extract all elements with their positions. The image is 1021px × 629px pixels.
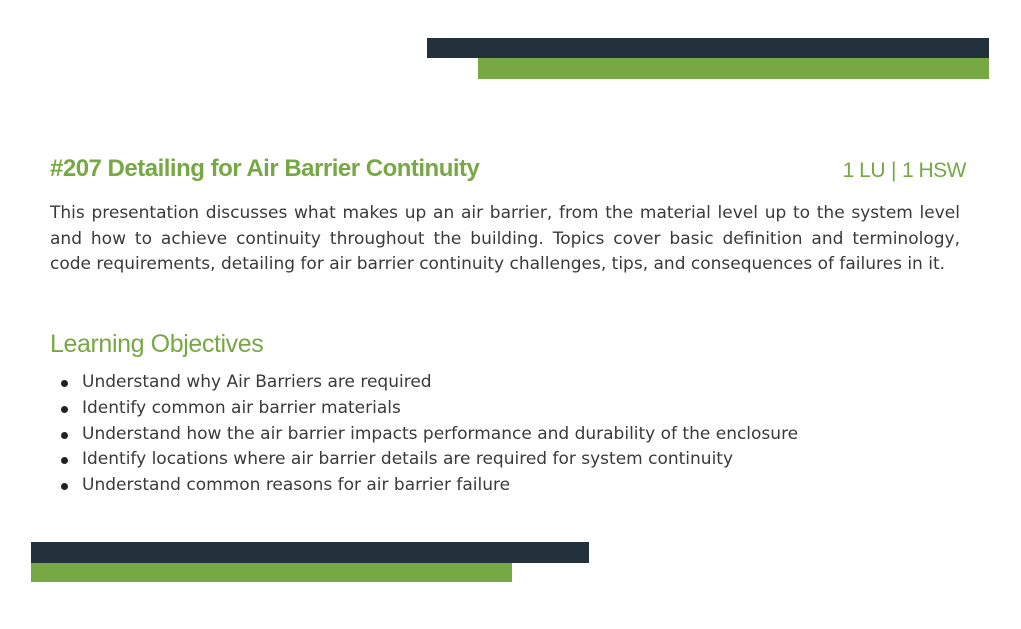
objective-item: Identify locations where air barrier details are required for system continuity [82,447,798,473]
top-green-accent-bar [478,58,989,79]
top-dark-accent-bar [427,38,989,58]
learning-objectives-list [82,370,798,499]
course-description: This presentation discusses what makes up an air barrier, from the material level up to the system level and how to achieve continuity throughout the building. Topics cover basic definition and terminology, code requirements, detailing for air barrier continuity challenges, tips, and consequences of failures in it. [50,203,960,275]
objective-item: Identify common air barrier materials [82,396,798,422]
credit-separator: | [891,159,896,182]
bottom-dark-accent-bar [31,542,589,563]
bottom-green-accent-bar [31,563,512,582]
course-credits [843,159,966,183]
learning-objectives-heading: Learning Objectives [50,330,264,358]
objective-item: Understand common reasons for air barrier failure [82,473,798,499]
course-title: #207 Detailing for Air Barrier Continuity [50,155,480,182]
objective-item: Understand why Air Barriers are required [82,370,798,396]
hsw-credit: 1 HSW [901,159,966,182]
lu-credit: 1 LU [842,159,886,182]
objective-item: Understand how the air barrier impacts performance and durability of the enclosure [82,422,798,448]
